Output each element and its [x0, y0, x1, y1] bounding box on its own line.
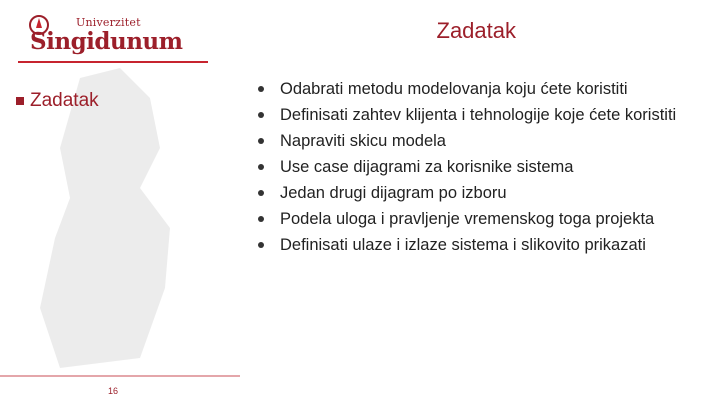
list-item [252, 154, 702, 180]
bullet-dot-icon [258, 242, 264, 248]
list-item-text: Napraviti skicu modela [280, 132, 446, 150]
list-item-text: Definisati zahtev klijenta i tehnologije koje ćete koristiti [280, 106, 677, 124]
bullet-dot-icon [258, 190, 264, 196]
section-label [16, 90, 99, 112]
page-number: 16 [108, 386, 119, 396]
list-item [252, 76, 702, 102]
slide-title: Zadatak [436, 18, 516, 43]
list-item [252, 102, 702, 128]
bullet-list [252, 76, 702, 258]
university-logo [18, 14, 188, 54]
footer-rule [0, 375, 240, 377]
list-item-text: Definisati ulaze i izlaze sistema i slikovito prikazati [280, 236, 646, 254]
list-item-text: Odabrati metodu modelovanja koju ćete koristiti [280, 80, 628, 98]
logo-name-text: Singidunum [30, 28, 183, 55]
bullet-list-container [252, 76, 702, 258]
list-item-text: Podela uloga i pravljenje vremenskog toga projekta [280, 210, 655, 228]
list-item-text: Jedan drugi dijagram po izboru [280, 184, 507, 202]
section-bullet-icon [16, 97, 24, 105]
bullet-dot-icon [258, 164, 264, 170]
bullet-dot-icon [258, 112, 264, 118]
list-item [252, 180, 702, 206]
bullet-dot-icon [258, 216, 264, 222]
bullet-dot-icon [258, 86, 264, 92]
list-item [252, 128, 702, 154]
logo-university-text: Univerzitet [76, 16, 141, 29]
section-label-text: Zadatak [30, 90, 99, 111]
list-item [252, 206, 702, 232]
list-item [252, 232, 702, 258]
list-item-text: Use case dijagrami za korisnike sistema [280, 158, 574, 176]
bullet-dot-icon [258, 138, 264, 144]
